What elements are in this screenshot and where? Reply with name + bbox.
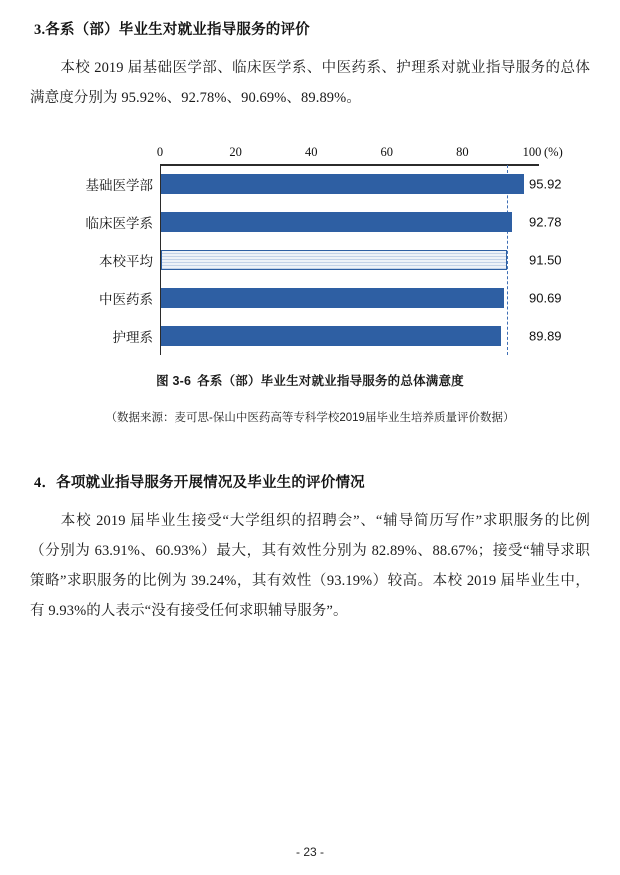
- figure-caption: [30, 371, 590, 389]
- bar-3-average: [161, 250, 507, 270]
- x-tick-100: 100: [522, 145, 542, 159]
- section-4-paragraph-text: 本校 2019 届毕业生接受“大学组织的招聘会”、“辅导简历写作”求职服务的比例（分别为 63.91%、60.93%）最大，其有效性分别为 82.89%、88.67%；接受“辅导求职策略”求职服务的比例为 39.24%，其有效性（93.19%）较高。本校 2019 届毕业生中，有 9.93%的人表示“没有接受任何求职辅导服务”。: [30, 513, 590, 619]
- x-tick-60: 60: [380, 145, 394, 159]
- bar-row-3: [99, 241, 562, 279]
- chart-x-axis: [156, 145, 563, 163]
- bar-category-label-3: 本校平均: [99, 254, 153, 269]
- bar-category-label-2: 临床医学系: [85, 216, 153, 231]
- x-axis-unit-label: (%): [544, 145, 563, 159]
- bar-value-3: 91.50: [529, 252, 562, 268]
- bar-category-label-4: 中医药系: [99, 292, 153, 307]
- bar-row-2: [85, 203, 562, 241]
- bar-value-4: 90.69: [529, 290, 562, 306]
- bar-value-5: 89.89: [529, 328, 562, 344]
- section-4-paragraph: [30, 506, 590, 626]
- chart-figure-3-6: [30, 135, 590, 365]
- section-heading-3: 3.各系（部）毕业生对就业指导服务的评价: [34, 22, 310, 38]
- x-tick-20: 20: [229, 145, 242, 159]
- bar-row-4: [99, 279, 562, 317]
- section-4: [30, 471, 590, 626]
- bar-row-1: [85, 165, 562, 203]
- page-number: - 23 -: [295, 845, 324, 859]
- x-tick-0: 0: [156, 145, 164, 159]
- figure-caption-number: 图 3-6: [156, 374, 192, 388]
- bar-1: [161, 174, 524, 194]
- bar-category-label-5: 护理系: [112, 330, 153, 345]
- bar-value-1: 95.92: [529, 176, 562, 192]
- bar-4: [161, 288, 504, 308]
- bar-row-5: [112, 317, 562, 355]
- bar-category-label-1: 基础医学部: [85, 178, 153, 193]
- bar-value-2: 92.78: [529, 214, 562, 230]
- x-tick-40: 40: [304, 145, 318, 159]
- x-tick-80: 80: [456, 145, 469, 159]
- bar-5: [161, 326, 501, 346]
- section-3-paragraph-text: 本校 2019 届基础医学部、临床医学系、中医药系、护理系对就业指导服务的总体满意度分别为 95.92%、92.78%、90.69%、89.89%。: [30, 60, 590, 106]
- chart-plot-area: [85, 165, 562, 355]
- figure-caption-text: 各系（部）毕业生对就业指导服务的总体满意度: [197, 374, 464, 388]
- section-3-paragraph: [30, 53, 590, 113]
- section-heading-4: 4．各项就业指导服务开展情况及毕业生的评价情况: [34, 475, 365, 491]
- bar-2: [161, 212, 512, 232]
- figure-source-note: （数据来源：麦可思-保山中医药高等专科学校2019届毕业生培养质量评价数据）: [105, 412, 515, 424]
